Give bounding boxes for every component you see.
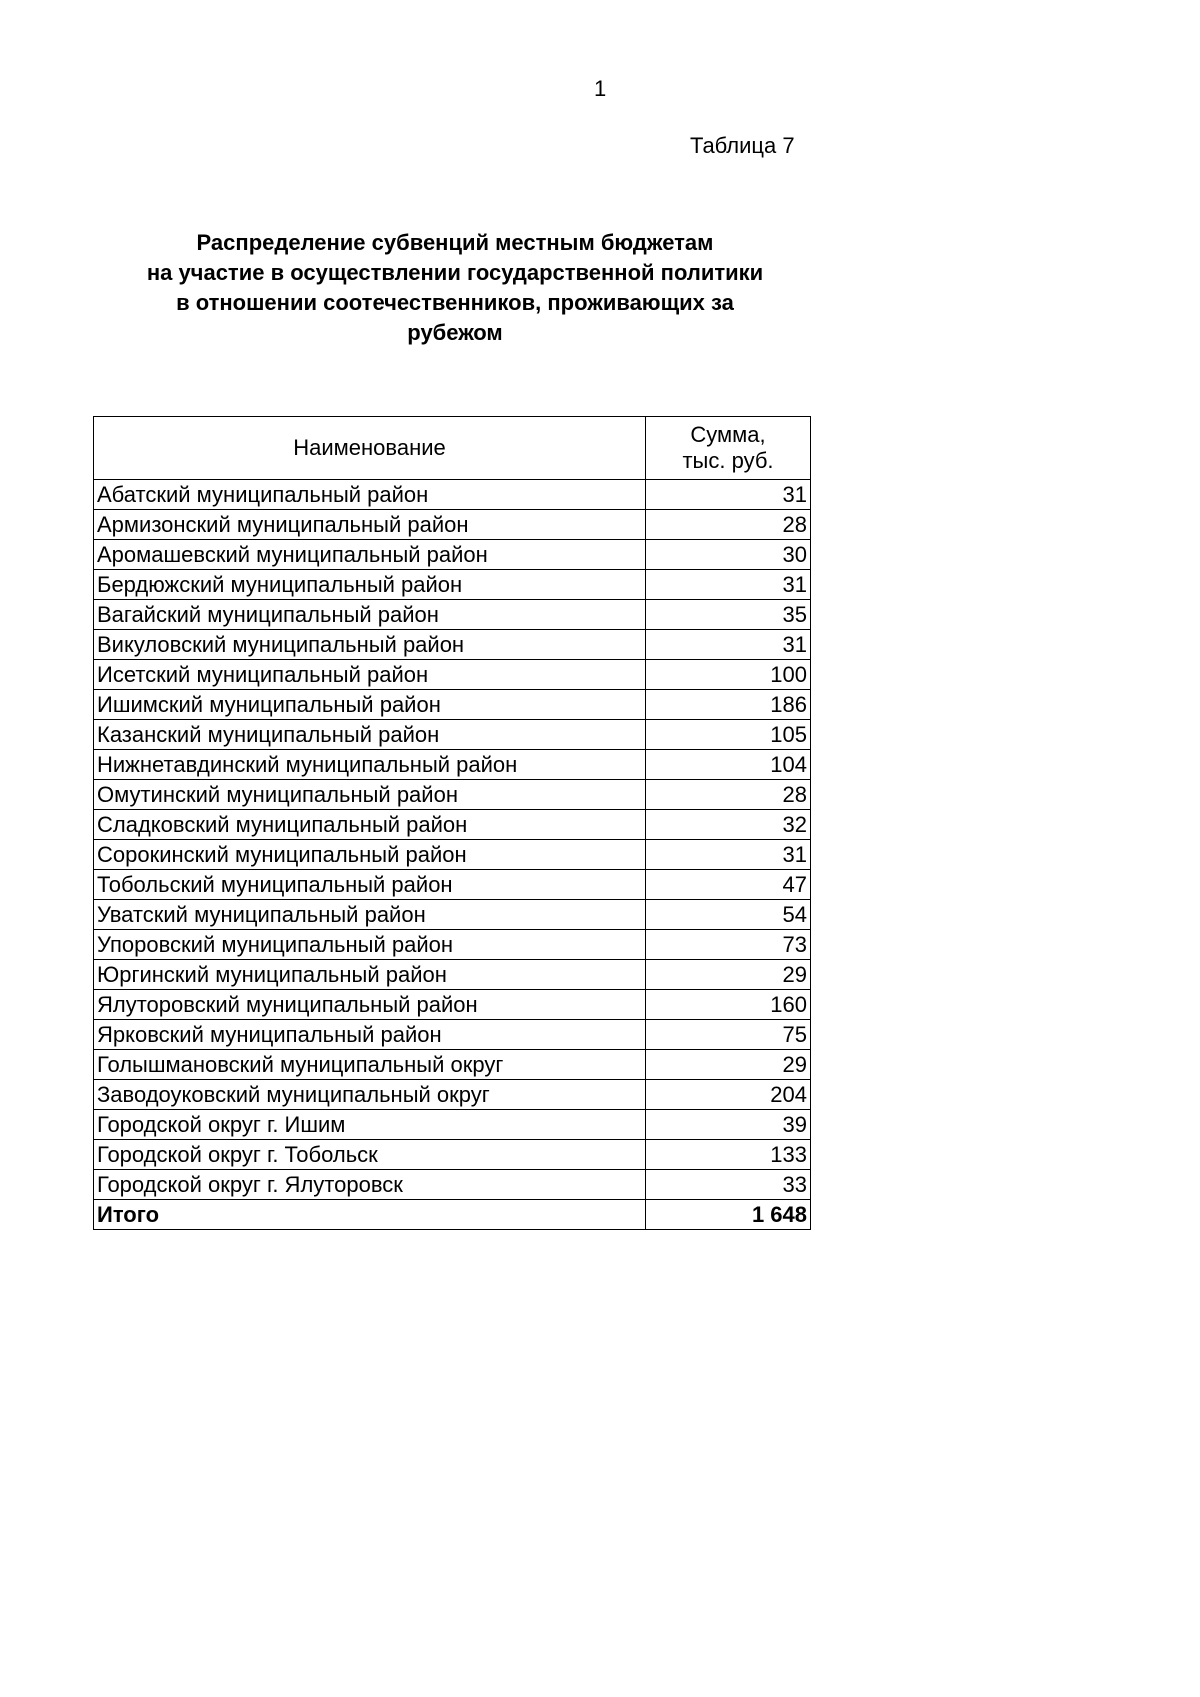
table-row [94, 840, 811, 870]
row-name-cell: Упоровский муниципальный район [94, 930, 646, 960]
row-sum-cell: 100 [646, 660, 811, 690]
row-name-cell: Заводоуковский муниципальный округ [94, 1080, 646, 1110]
table-row [94, 1170, 811, 1200]
column-header-sum [646, 417, 811, 480]
row-name-cell: Уватский муниципальный район [94, 900, 646, 930]
page-number: 1 [594, 76, 607, 101]
row-sum-cell: 29 [646, 960, 811, 990]
row-sum-cell: 30 [646, 540, 811, 570]
row-sum-cell: 73 [646, 930, 811, 960]
total-sum-cell: 1 648 [646, 1200, 811, 1230]
row-name-cell: Викуловский муниципальный район [94, 630, 646, 660]
row-sum-cell: 186 [646, 690, 811, 720]
row-sum-cell: 32 [646, 810, 811, 840]
table-row [94, 870, 811, 900]
row-name-cell: Исетский муниципальный район [94, 660, 646, 690]
title-line: на участие в осуществлении государственной политики [146, 260, 764, 285]
row-name-cell: Тобольский муниципальный район [94, 870, 646, 900]
total-label-cell: Итого [94, 1200, 646, 1230]
table-row [94, 750, 811, 780]
table-row [94, 990, 811, 1020]
table-row [94, 660, 811, 690]
row-name-cell: Казанский муниципальный район [94, 720, 646, 750]
title-line: рубежом [407, 320, 503, 345]
table-row [94, 630, 811, 660]
row-name-cell: Армизонский муниципальный район [94, 510, 646, 540]
subventions-table [93, 416, 811, 1230]
table-label: Таблица 7 [690, 133, 795, 158]
row-name-cell: Ишимский муниципальный район [94, 690, 646, 720]
row-name-cell: Сорокинский муниципальный район [94, 840, 646, 870]
row-sum-cell: 105 [646, 720, 811, 750]
row-sum-cell: 28 [646, 780, 811, 810]
row-name-cell: Бердюжский муниципальный район [94, 570, 646, 600]
table-row [94, 1080, 811, 1110]
table-row [94, 540, 811, 570]
row-name-cell: Вагайский муниципальный район [94, 600, 646, 630]
row-name-cell: Ялуторовский муниципальный район [94, 990, 646, 1020]
table-row [94, 780, 811, 810]
table-row [94, 1110, 811, 1140]
table-row [94, 930, 811, 960]
row-sum-cell: 54 [646, 900, 811, 930]
row-sum-cell: 104 [646, 750, 811, 780]
row-sum-cell: 31 [646, 840, 811, 870]
title-line: в отношении соотечественников, проживающих за [176, 290, 734, 315]
table-row [94, 570, 811, 600]
row-name-cell: Нижнетавдинский муниципальный район [94, 750, 646, 780]
table-row [94, 810, 811, 840]
table-row [94, 510, 811, 540]
row-name-cell: Юргинский муниципальный район [94, 960, 646, 990]
table-total-row [94, 1200, 811, 1230]
table-row [94, 1050, 811, 1080]
row-sum-cell: 133 [646, 1140, 811, 1170]
row-sum-cell: 31 [646, 630, 811, 660]
row-sum-cell: 29 [646, 1050, 811, 1080]
table-row [94, 960, 811, 990]
row-sum-cell: 33 [646, 1170, 811, 1200]
title-line: Распределение субвенций местным бюджетам [196, 230, 714, 255]
table-row [94, 690, 811, 720]
row-name-cell: Сладковский муниципальный район [94, 810, 646, 840]
table-body [94, 480, 811, 1230]
row-sum-cell: 47 [646, 870, 811, 900]
row-sum-cell: 75 [646, 1020, 811, 1050]
row-name-cell: Ярковский муниципальный район [94, 1020, 646, 1050]
row-name-cell: Голышмановский муниципальный округ [94, 1050, 646, 1080]
row-name-cell: Абатский муниципальный район [94, 480, 646, 510]
row-name-cell: Городской округ г. Ялуторовск [94, 1170, 646, 1200]
column-header-name: Наименование [94, 417, 646, 480]
table-row [94, 1140, 811, 1170]
row-sum-cell: 204 [646, 1080, 811, 1110]
column-header-sum-line: тыс. руб. [682, 448, 774, 473]
row-sum-cell: 39 [646, 1110, 811, 1140]
row-sum-cell: 28 [646, 510, 811, 540]
table-row [94, 720, 811, 750]
table-header-row [94, 417, 811, 480]
table-row [94, 1020, 811, 1050]
table-row [94, 900, 811, 930]
row-name-cell: Городской округ г. Тобольск [94, 1140, 646, 1170]
row-name-cell: Аромашевский муниципальный район [94, 540, 646, 570]
row-sum-cell: 31 [646, 480, 811, 510]
row-name-cell: Омутинский муниципальный район [94, 780, 646, 810]
table-row [94, 480, 811, 510]
row-sum-cell: 35 [646, 600, 811, 630]
table-row [94, 600, 811, 630]
document-title [60, 228, 850, 348]
row-sum-cell: 160 [646, 990, 811, 1020]
column-header-sum-line: Сумма, [690, 422, 766, 447]
row-sum-cell: 31 [646, 570, 811, 600]
row-name-cell: Городской округ г. Ишим [94, 1110, 646, 1140]
